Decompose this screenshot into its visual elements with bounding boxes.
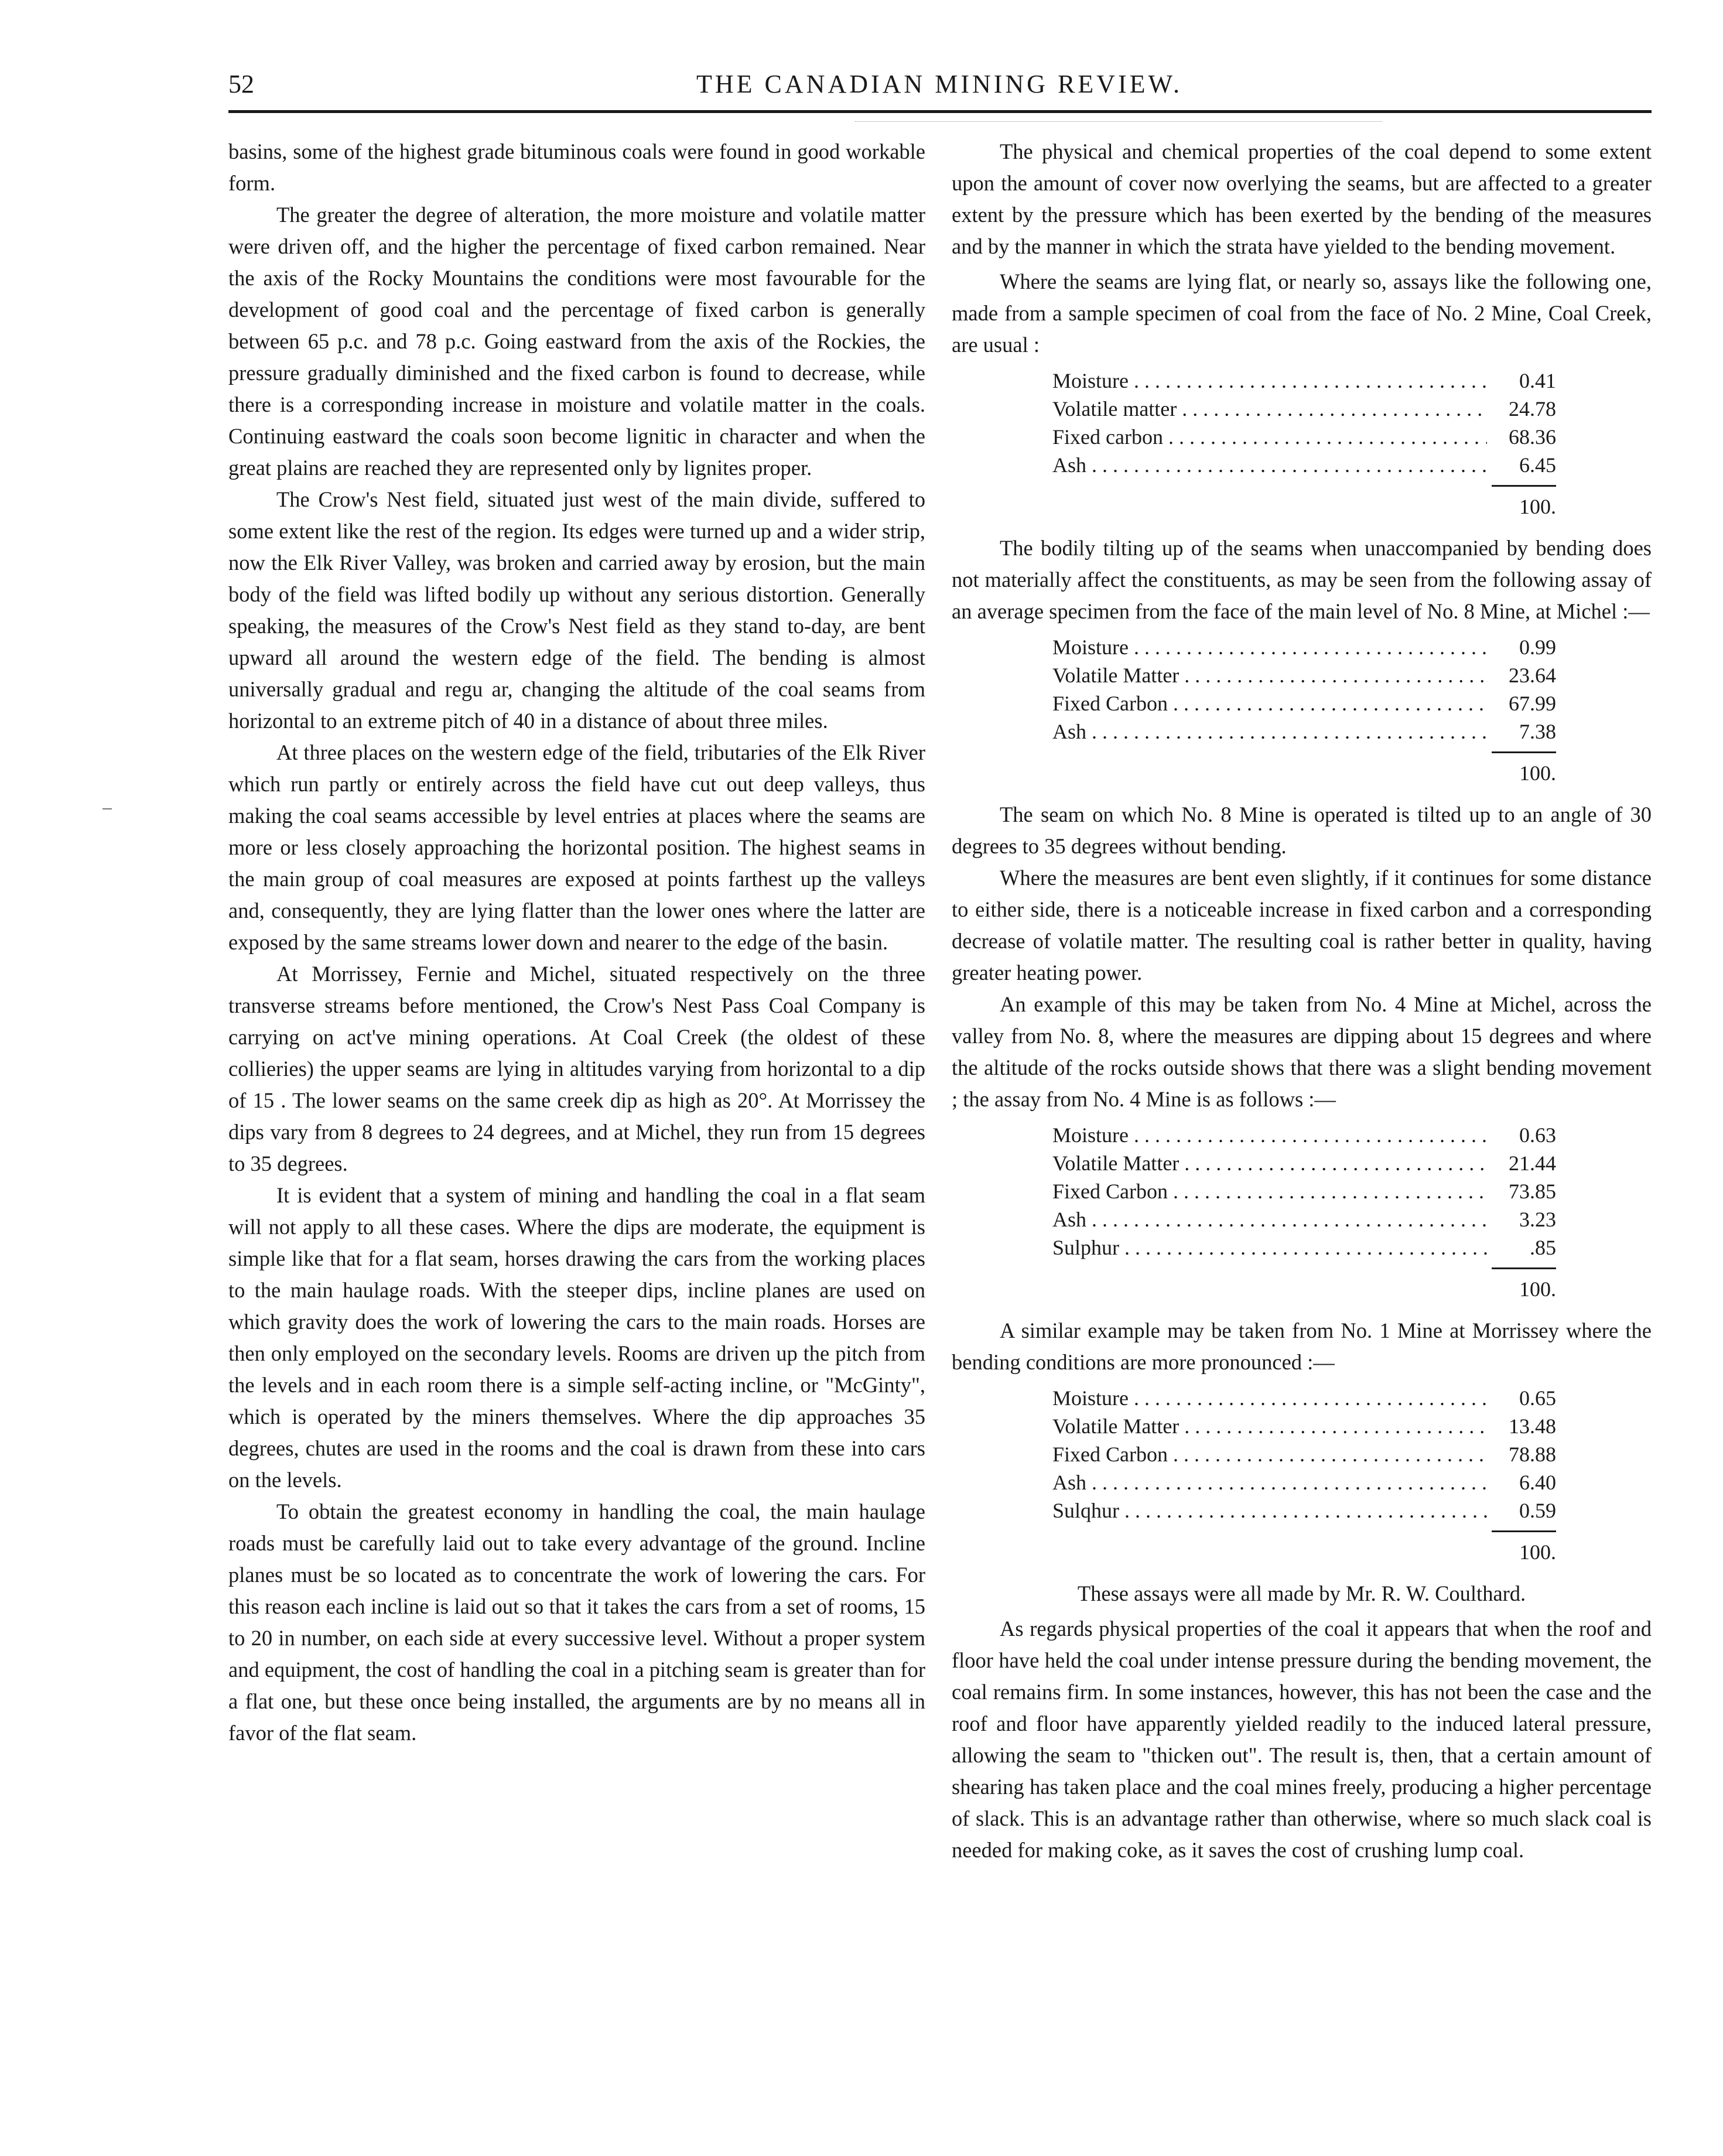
assay-value: 24.78: [1509, 397, 1556, 421]
assay-value: 3.23: [1519, 1208, 1556, 1231]
assay-total-rule: [1492, 485, 1556, 487]
assay-value: 6.40: [1519, 1471, 1556, 1494]
assay-label: Ash . . .: [1052, 717, 1487, 746]
assay-label: Ash . . .: [1052, 1468, 1487, 1496]
assay-label: Fixed Carbon . . .: [1052, 1177, 1487, 1205]
assay-value: 0.63: [1519, 1123, 1556, 1147]
running-title: THE CANADIAN MINING REVIEW.: [696, 70, 1182, 98]
assay-total-rule: [1492, 1530, 1556, 1532]
paragraph: The Crow's Nest field, situated just west of the main divide, suffered to some extent like the rest of the region. Its edges were turned up and a wider strip, now the Elk River Valley, was broken and carried away by erosion, but the main body of the field was lifted bodily up without any serious distortion. Generally speaking, the measures of the Crow's Nest field as they stand to-day, are bent upward all around the western edge of the field. The bending is almost universally gradual and regu ar, changing the altitude of the coal seams from horizontal to an extreme pitch of 40 in a distance of about three miles.: [228, 487, 925, 733]
assay-value: 78.88: [1509, 1443, 1556, 1466]
assay-row: [1052, 1234, 1556, 1262]
page-number: 52: [228, 70, 254, 98]
paragraph: The seam on which No. 8 Mine is operated is tilted up to an angle of 30 degrees to 35 degrees without bending.: [952, 802, 1652, 858]
assay-row: [1052, 1496, 1556, 1525]
left-column: [228, 136, 925, 1749]
assay-label: Fixed Carbon . . .: [1052, 689, 1487, 717]
right-column: [952, 136, 1652, 1866]
assay-label: Fixed carbon . . .: [1052, 423, 1487, 451]
assay-label: Fixed Carbon . . .: [1052, 1440, 1487, 1468]
assay-row: [1052, 1205, 1556, 1234]
assay-row: [1052, 633, 1556, 661]
assay-value: 6.45: [1519, 453, 1556, 477]
header-rule: [228, 110, 1652, 113]
assay-row: [1052, 1121, 1556, 1149]
paragraph: An example of this may be taken from No. 4 Mine at Michel, across the valley from No. 8, where the measures are dipping about 15 degrees and where the altitude of the rocks outside shows that there was a slight bending movement ; the assay from No. 4 Mine is as follows :—: [952, 992, 1652, 1111]
paragraph: It is evident that a system of mining and handling the coal in a flat seam will not apply to all these cases. Where the dips are moderate, the equipment is simple like that for a flat seam, horses drawing the cars from the working places to the main haulage roads. With the steeper dips, incline planes are used on which gravity does the work of lowering the cars to the main roads. Horses are then only employed on the secondary levels. Rooms are driven up the pitch from the levels and in each room there is a simple self-acting incline, or "McGinty", which is operated by the miners themselves. Where the dip approaches 35 degrees, chutes are used in the rooms and the coal is drawn from these into cars on the levels.: [228, 1183, 925, 1492]
assay-total: 100.: [1519, 1540, 1556, 1564]
assay-label: Sulqhur . . .: [1052, 1496, 1487, 1525]
paragraph: basins, some of the highest grade bituminous coals were found in good workable form.: [228, 139, 925, 195]
assay-row: [1052, 661, 1556, 689]
assay-value: 7.38: [1519, 720, 1556, 743]
header-dotted-rule: [855, 121, 1382, 122]
assay-row: [1052, 423, 1556, 451]
assay-label: Moisture . . .: [1052, 1121, 1487, 1149]
assay-label: Ash . . .: [1052, 1205, 1487, 1234]
paragraph: To obtain the greatest economy in handling the coal, the main haulage roads must be carefully laid out to take every advantage of the ground. Incline planes must be so located as to concentrate the work of lowering the cars. For this reason each incline is laid out so that it takes the cars from a set of rooms, 15 to 20 in number, on each side at every successive level. Without a proper system and equipment, the cost of handling the coal in a pitching seam is greater than for a flat one, but these once being installed, the arguments are by no means all in favor of the flat seam.: [228, 1499, 925, 1745]
assay-value: 73.85: [1509, 1180, 1556, 1203]
assay-row: [1052, 367, 1556, 395]
assay-value: 0.59: [1519, 1499, 1556, 1522]
assay-label: Volatile matter . . .: [1052, 395, 1487, 423]
assay-row: [1052, 1384, 1556, 1412]
assay-value: 0.99: [1519, 635, 1556, 659]
assay-row: [1052, 1468, 1556, 1496]
assay-table-no8-mine: [1052, 633, 1556, 787]
assay-value: 21.44: [1509, 1152, 1556, 1175]
assay-value: .85: [1530, 1236, 1556, 1259]
assay-total: 100.: [1519, 495, 1556, 518]
paragraph: At three places on the western edge of the field, tributaries of the Elk River which run partly or entirely across the field have cut out deep valleys, thus making the coal seams accessible by level entries at places where the seams are more or less closely approaching the horizontal position. The highest seams in the main group of coal measures are exposed at points farthest up the valleys and, consequently, they are lying flatter than the lower ones where the latter are exposed by the same streams lower down and nearer to the edge of the basin.: [228, 740, 925, 954]
assay-label: Moisture . . .: [1052, 367, 1487, 395]
paragraph: Where the seams are lying flat, or nearly so, assays like the following one, made from a sample specimen of coal from the face of No. 2 Mine, Coal Creek, are usual :: [952, 269, 1652, 357]
assay-row: [1052, 1440, 1556, 1468]
assay-value: 68.36: [1509, 425, 1556, 449]
margin-mark: [102, 808, 112, 809]
assay-row: [1052, 717, 1556, 746]
assay-row: [1052, 689, 1556, 717]
assay-table-no1-mine: [1052, 1384, 1556, 1566]
assay-row: [1052, 1412, 1556, 1440]
paragraph: As regards physical properties of the coal it appears that when the roof and floor have held the coal under intense pressure during the bending movement, the coal remains firm. In some instances, however, this has not been the case and the roof and floor have apparently yielded readily to the induced lateral pressure, allowing the seam to "thicken out". The result is, then, that a certain amount of shearing has taken place and the coal mines freely, producing a higher percentage of slack. This is an advantage rather than otherwise, where so much slack coal is needed for making coke, as it saves the cost of crushing lump coal.: [952, 1617, 1652, 1862]
assay-total-rule: [1492, 751, 1556, 753]
assay-label: Volatile Matter . . .: [1052, 1149, 1487, 1177]
assay-label: Ash . . .: [1052, 451, 1487, 479]
paragraph: The physical and chemical properties of the coal depend to some extent upon the amount of cover now overlying the seams, but are affected to a greater extent by the pressure which has been exerted by the bending of the measures and by the manner in which the strata have yielded to the bending movement.: [952, 139, 1652, 258]
assay-row: [1052, 1149, 1556, 1177]
assay-value: 13.48: [1509, 1414, 1556, 1438]
page-header: [228, 69, 1650, 116]
assay-label: Moisture . . .: [1052, 1384, 1487, 1412]
assay-credit: These assays were all made by Mr. R. W. Coulthard.: [1077, 1581, 1526, 1605]
assay-label: Moisture . . .: [1052, 633, 1487, 661]
assay-row: [1052, 1177, 1556, 1205]
assay-value: 23.64: [1509, 664, 1556, 687]
assay-label: Volatile Matter . . .: [1052, 661, 1487, 689]
assay-value: 0.41: [1519, 369, 1556, 392]
paragraph: The greater the degree of alteration, the more moisture and volatile matter were driven off, and the higher the percentage of fixed carbon remained. Near the axis of the Rocky Mountains the conditions were most favourable for the development of good coal and the percentage of fixed carbon is generally between 65 p.c. and 78 p.c. Going eastward from the axis of the Rockies, the pressure gradually diminished and the fixed carbon is found to decrease, while there is a corresponding increase in moisture and volatile matter in the coals. Continuing eastward the coals soon become lignitic in character and when the great plains are reached they are represented only by lignites proper.: [228, 203, 925, 480]
assay-table-no4-mine: [1052, 1121, 1556, 1303]
assay-row: [1052, 395, 1556, 423]
assay-value: 67.99: [1509, 692, 1556, 715]
paragraph: The bodily tilting up of the seams when unaccompanied by bending does not materially affect the constituents, as may be seen from the following assay of an average specimen from the face of the main level of No. 8 Mine, at Michel :—: [952, 536, 1652, 623]
paragraph: A similar example may be taken from No. 1 Mine at Morrissey where the bending conditions are more pronounced :—: [952, 1318, 1652, 1374]
paragraph: Where the measures are bent even slightly, if it continues for some distance to either side, there is a noticeable increase in fixed carbon and a corresponding decrease of volatile matter. The resulting coal is rather better in quality, having greater heating power.: [952, 866, 1652, 985]
assay-row: [1052, 451, 1556, 479]
assay-total: 100.: [1519, 761, 1556, 785]
assay-label: Volatile Matter . . .: [1052, 1412, 1487, 1440]
assay-total: 100.: [1519, 1277, 1556, 1301]
assay-value: 0.65: [1519, 1386, 1556, 1410]
paragraph: At Morrissey, Fernie and Michel, situated respectively on the three transverse streams before mentioned, the Crow's Nest Pass Coal Company is carrying on act've mining operations. At Coal Creek (the oldest of these collieries) the upper seams are lying in altitudes varying from horizontal to a dip of 15 . The lower seams on the same creek dip as high as 20°. At Morrissey the dips vary from 8 degrees to 24 degrees, and at Michel, they run from 15 degrees to 35 degrees.: [228, 962, 925, 1176]
assay-table-no2-mine: [1052, 367, 1556, 521]
assay-label: Sulphur . . .: [1052, 1234, 1487, 1262]
assay-total-rule: [1492, 1267, 1556, 1269]
